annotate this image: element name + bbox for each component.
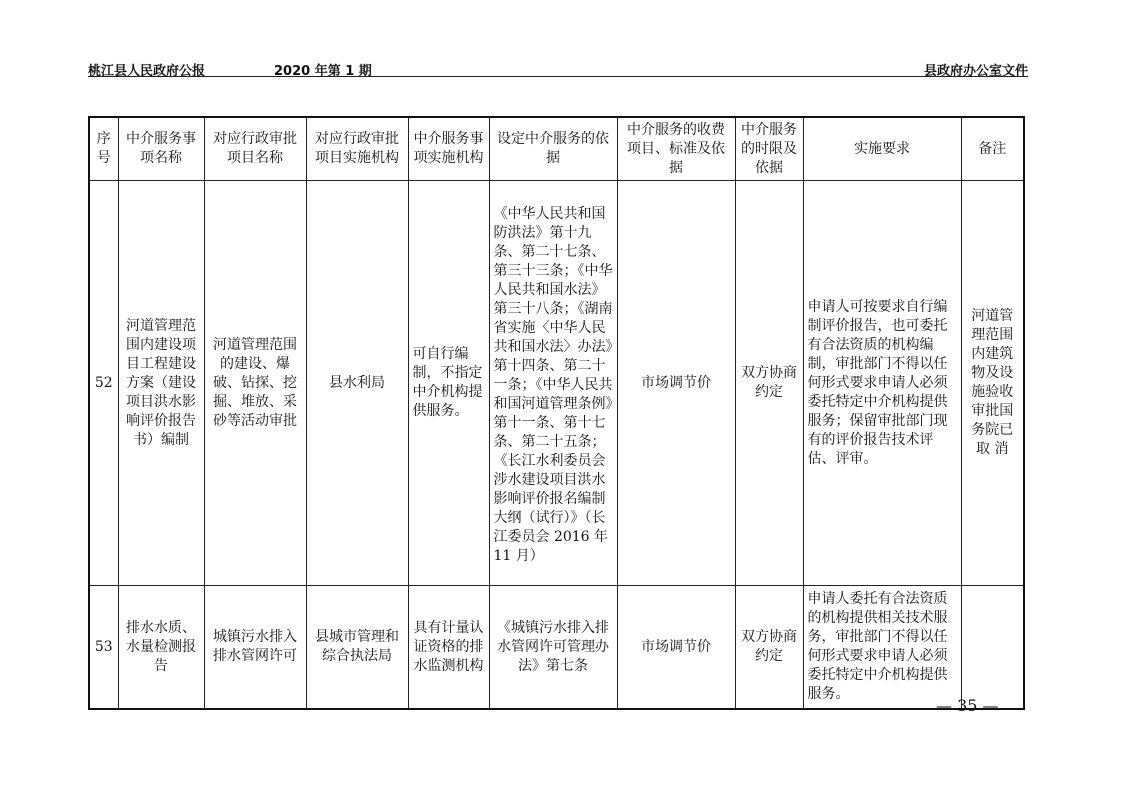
legal-basis: 《中华人民共和国防洪法》第十九条、第二十七条、第三十三条；《中华人民共和国水法》第三十八条；《湖南省实施〈中华人民共和国水法〉办法》第十四条、第二十一条；《中华人民共和国河道管理条例》第十一条、第十七条、第二十五条；《长江水利委员会涉水建设项目洪水影响评价报名编制大纲（试行）》（长江委员会 2016 年 11 月） — [489, 181, 617, 586]
column-header-time-limit: 中介服务的时限及依据 — [735, 117, 803, 181]
remarks — [961, 586, 1024, 710]
approval-item: 城镇污水排入排水管网许可 — [204, 586, 306, 710]
fee-basis: 市场调节价 — [617, 586, 735, 710]
table-header-row — [89, 117, 1024, 181]
fee-basis: 市场调节价 — [617, 181, 735, 586]
requirements: 申请人委托有合法资质的机构提供相关技术服务，审批部门不得以任何形式要求申请人必须委托特定中介机构提供服务。 — [803, 586, 961, 710]
intermediary-services-table — [88, 116, 1025, 710]
table-row — [89, 181, 1024, 586]
row-number: 52 — [89, 181, 118, 586]
column-header-service-agency: 中介服务事项实施机构 — [408, 117, 489, 181]
column-header-no: 序号 — [89, 117, 118, 181]
column-header-remarks: 备注 — [961, 117, 1024, 181]
service-agency: 具有计量认证资格的排水监测机构 — [408, 586, 489, 710]
column-header-basis: 设定中介服务的依据 — [489, 117, 617, 181]
approval-agency: 县水利局 — [306, 181, 408, 586]
column-header-service: 中介服务事项名称 — [118, 117, 204, 181]
column-header-fee: 中介服务的收费项目、标准及依据 — [617, 117, 735, 181]
remarks: 河道管理范围内建筑物及设施验收审批国务院已取 消 — [961, 181, 1024, 586]
page-number: — 35 — — [936, 696, 999, 715]
service-name: 排水水质、水量检测报告 — [118, 586, 204, 710]
column-header-approval: 对应行政审批项目名称 — [204, 117, 306, 181]
journal-title: 桃江县人民政府公报 — [88, 64, 206, 79]
column-header-approval-agency: 对应行政审批项目实施机构 — [306, 117, 408, 181]
requirements: 申请人可按要求自行编制评价报告，也可委托有合法资质的机构编制，审批部门不得以任何形式要求申请人必须委托特定中介机构提供服务；保留审批部门现有的评价报告技术评估、评审。 — [803, 181, 961, 586]
approval-item: 河道管理范围的建设、爆破、钻探、挖掘、堆放、采砂等活动审批 — [204, 181, 306, 586]
time-limit: 双方协商约定 — [735, 181, 803, 586]
service-agency: 可自行编制，不指定中介机构提供服务。 — [408, 181, 489, 586]
issue-label: 2020 年第 1 期 — [274, 64, 372, 79]
approval-agency: 县城市管理和综合执法局 — [306, 586, 408, 710]
service-name: 河道管理范围内建设项目工程建设方案（建设项目洪水影响评价报告书）编制 — [118, 181, 204, 586]
time-limit: 双方协商约定 — [735, 586, 803, 710]
row-number: 53 — [89, 586, 118, 710]
header-rule — [88, 76, 1028, 77]
column-header-requirements: 实施要求 — [803, 117, 961, 181]
legal-basis: 《城镇污水排入排水管网许可管理办法》第七条 — [489, 586, 617, 710]
document-category: 县政府办公室文件 — [923, 64, 1028, 79]
table-row — [89, 586, 1024, 710]
